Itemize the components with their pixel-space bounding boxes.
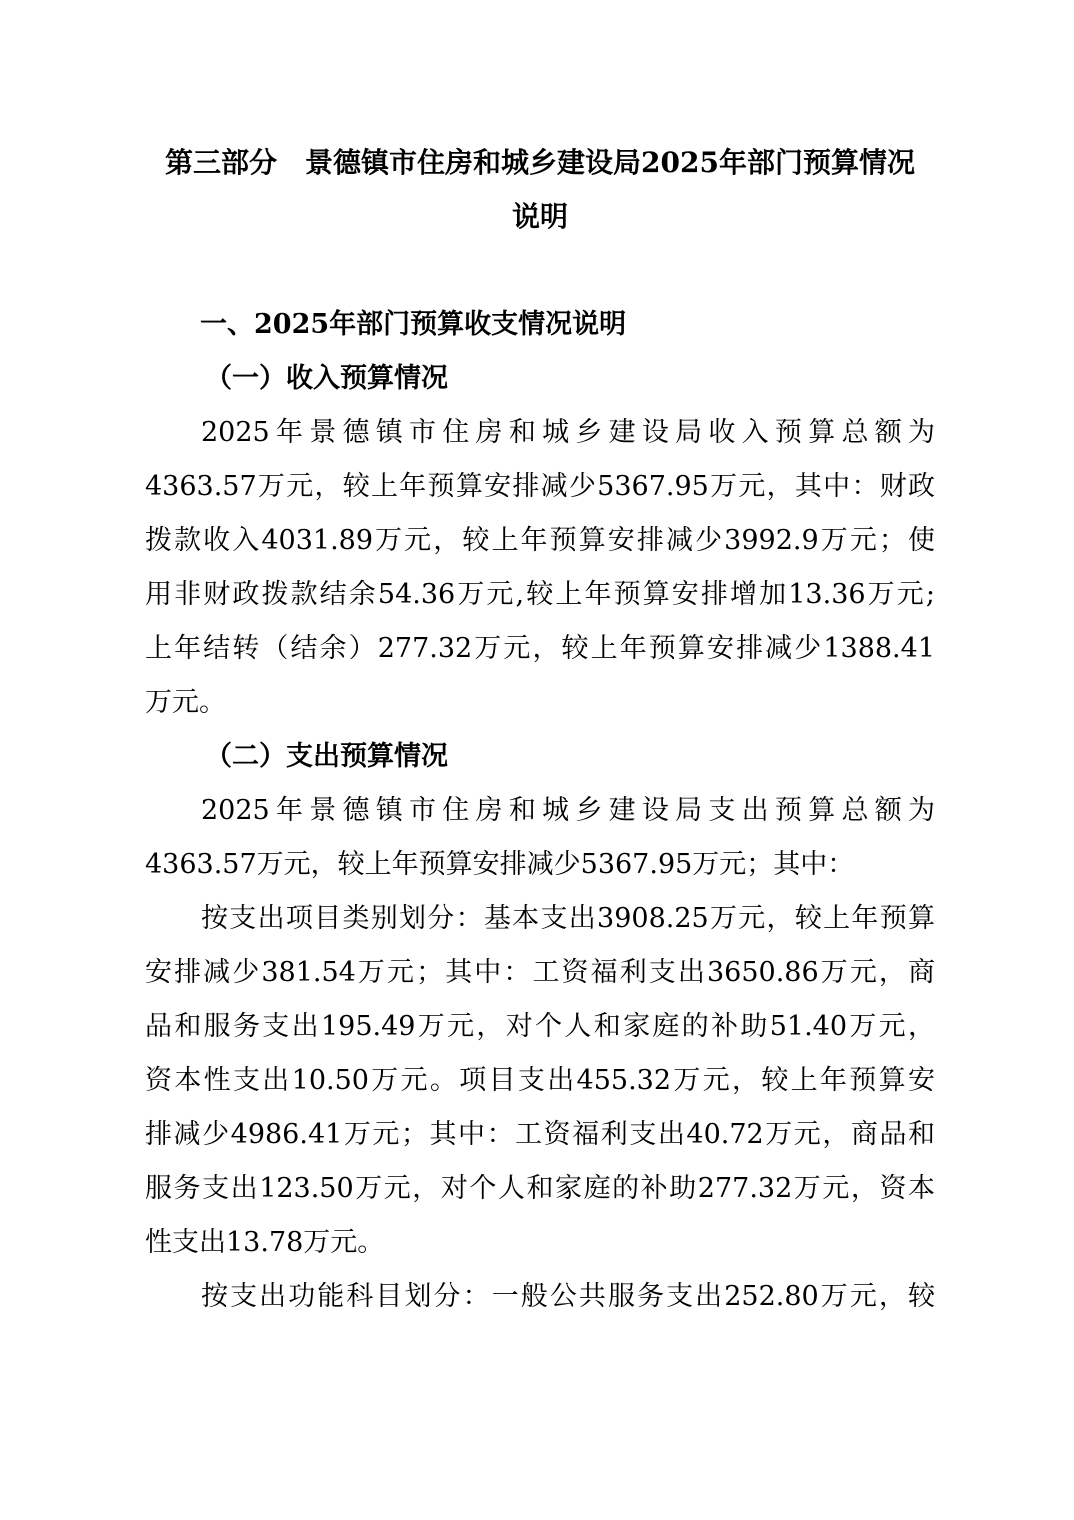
- text-line: 2025年景德镇市住房和城乡建设局收入预算总额为: [201, 417, 935, 448]
- text-line: 上年结转（结余）277.32万元，较上年预算安排减少1388.41: [145, 633, 935, 664]
- text-line: 按支出功能科目划分：一般公共服务支出252.80万元，较: [201, 1281, 935, 1312]
- subsection-heading-expenditure: （二）支出预算情况: [205, 741, 448, 772]
- text-line: 用非财政拨款结余54.36万元,较上年预算安排增加13.36万元;: [145, 579, 935, 610]
- income-paragraph: [145, 406, 935, 730]
- text-line: 服务支出123.50万元，对个人和家庭的补助277.32万元，资本: [145, 1173, 935, 1204]
- section-heading: 一、2025年部门预算收支情况说明: [200, 309, 627, 340]
- text-line: 4363.57万元，较上年预算安排减少5367.95万元，其中：财政: [145, 471, 935, 502]
- text-line: 万元。: [145, 687, 226, 718]
- document-title-line2: 说明: [511, 200, 568, 233]
- text-line: 按支出项目类别划分：基本支出3908.25万元，较上年预算: [201, 903, 935, 934]
- text-line: 拨款收入4031.89万元，较上年预算安排减少3992.9万元；使: [145, 525, 935, 556]
- text-line: 安排减少381.54万元；其中：工资福利支出3650.86万元，商: [145, 957, 935, 988]
- text-line: 2025年景德镇市住房和城乡建设局支出预算总额为: [201, 795, 935, 826]
- text-line: 品和服务支出195.49万元，对个人和家庭的补助51.40万元，: [145, 1011, 935, 1042]
- subsection-heading-income: （一）收入预算情况: [205, 363, 448, 394]
- text-line: 4363.57万元，较上年预算安排减少5367.95万元；其中：: [145, 849, 855, 880]
- expenditure-paragraph-1: [145, 784, 935, 892]
- document-body: [145, 136, 935, 1324]
- spacer: [145, 244, 935, 298]
- expenditure-paragraph-3: [145, 1270, 935, 1324]
- expenditure-paragraph-2: [145, 892, 935, 1270]
- document-title-line1: 第三部分 景德镇市住房和城乡建设局2025年部门预算情况: [165, 146, 915, 179]
- text-line: 资本性支出10.50万元。项目支出455.32万元，较上年预算安: [145, 1065, 935, 1096]
- text-line: 性支出13.78万元。: [145, 1227, 385, 1258]
- text-line: 排减少4986.41万元；其中：工资福利支出40.72万元，商品和: [145, 1119, 935, 1150]
